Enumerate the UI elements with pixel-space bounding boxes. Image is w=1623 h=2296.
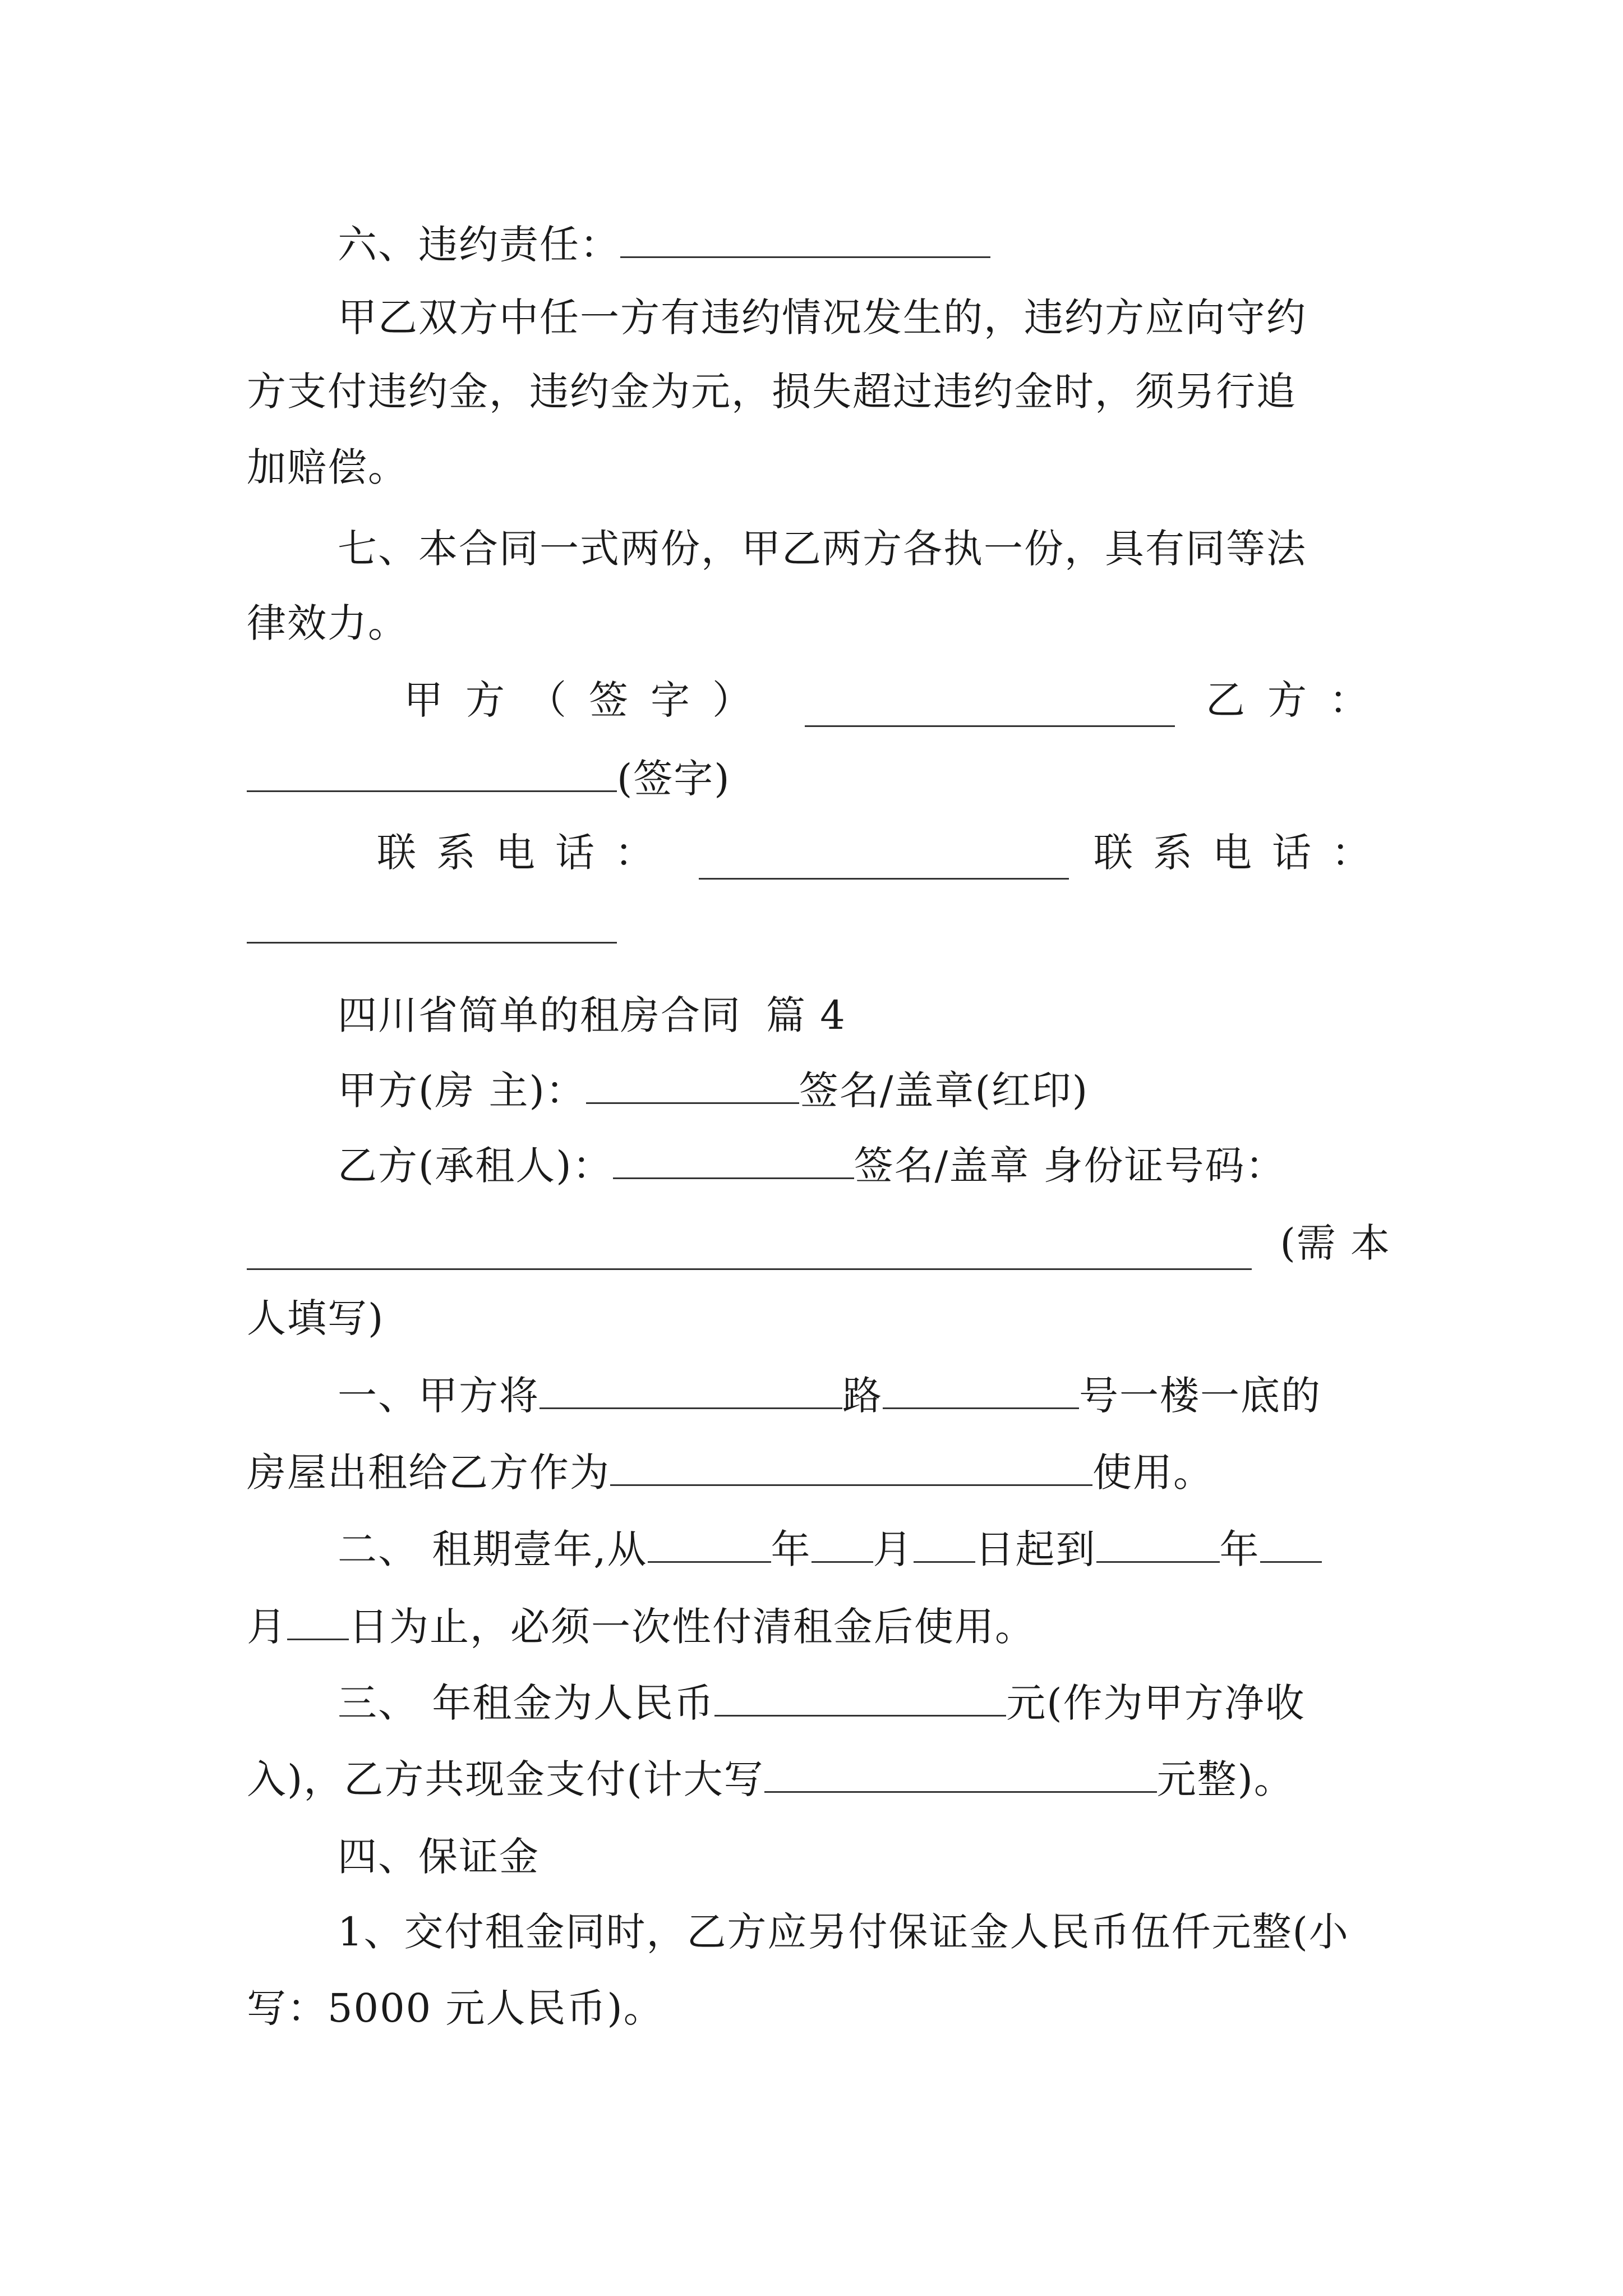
paragraph-line: 加赔偿。: [247, 444, 408, 490]
clause-7: 七、本合同一式两份，甲乙两方各执一份，具有同等法: [338, 526, 1307, 572]
paragraph-line: 月 日为止，必须一次性付清租金后使用。: [247, 1604, 1035, 1650]
blank-line: [586, 1068, 799, 1104]
blank-line: [805, 691, 1175, 727]
blank-line: [914, 1526, 975, 1563]
paragraph-line: 房屋出租给乙方作为 使用。: [247, 1450, 1214, 1496]
blank-line: [610, 1450, 1092, 1486]
clause-2-term: 二、 租期壹年,从 年 月 日起到 年: [338, 1522, 1391, 1576]
blank-line: [540, 1373, 842, 1409]
clause-1-property: 一、甲方将 路 号一楼一底的: [338, 1373, 1321, 1419]
blank-line: [613, 1143, 854, 1179]
clause-4-deposit: 四、保证金: [338, 1834, 540, 1880]
blank-line: [1096, 1526, 1220, 1563]
section-title: 四川省简单的租房合同 篇 4: [338, 992, 846, 1038]
clause-3-rent: 三、 年租金为人民币 元(作为甲方净收: [338, 1680, 1306, 1726]
paragraph-line: 1、交付租金同时，乙方应另付保证金人民币伍仟元整(小: [338, 1909, 1349, 1955]
blank-line: [811, 1526, 873, 1563]
blank-line: [883, 1373, 1079, 1409]
blank-line: [287, 1604, 349, 1640]
landlord-line: 甲方(房 主)： 签名/盖章(红印): [338, 1068, 1089, 1114]
clause-6-heading: 六、违约责任：: [338, 218, 1391, 272]
paragraph-line: 律效力。: [247, 600, 408, 646]
paragraph-line: 甲乙双方中任一方有违约情况发生的，违约方应向守约: [338, 295, 1307, 341]
blank-line: [247, 1234, 1252, 1270]
blank-line: [247, 907, 617, 944]
paragraph-line: 入)，乙方共现金支付(计大写 元整)。: [247, 1756, 1294, 1802]
blank-line: [620, 222, 990, 258]
paragraph-line: 写：5000 元人民币)。: [247, 1985, 664, 2031]
phone-blank-line: [247, 903, 1391, 957]
phone-line: 联系电话： 联系电话：: [377, 826, 1391, 880]
paragraph-line: 方支付违约金，违约金为元，损失超过违约金时，须另行追: [247, 369, 1297, 415]
blank-line: [247, 756, 617, 792]
blank-line: [1260, 1526, 1322, 1563]
signature-line-party-a: 甲方（签字） 乙方：: [404, 673, 1391, 727]
blank-line: [699, 843, 1069, 880]
blank-line: [764, 1756, 1157, 1793]
tenant-line: 乙方(承租人)： 签名/盖章 身份证号码：: [338, 1143, 1286, 1189]
paragraph-line: 人填写): [247, 1295, 385, 1341]
id-number-line: (需 本: [247, 1216, 1391, 1270]
blank-line: [648, 1526, 771, 1563]
blank-line: [714, 1680, 1006, 1717]
signature-line-party-b: (签字): [247, 752, 1391, 806]
